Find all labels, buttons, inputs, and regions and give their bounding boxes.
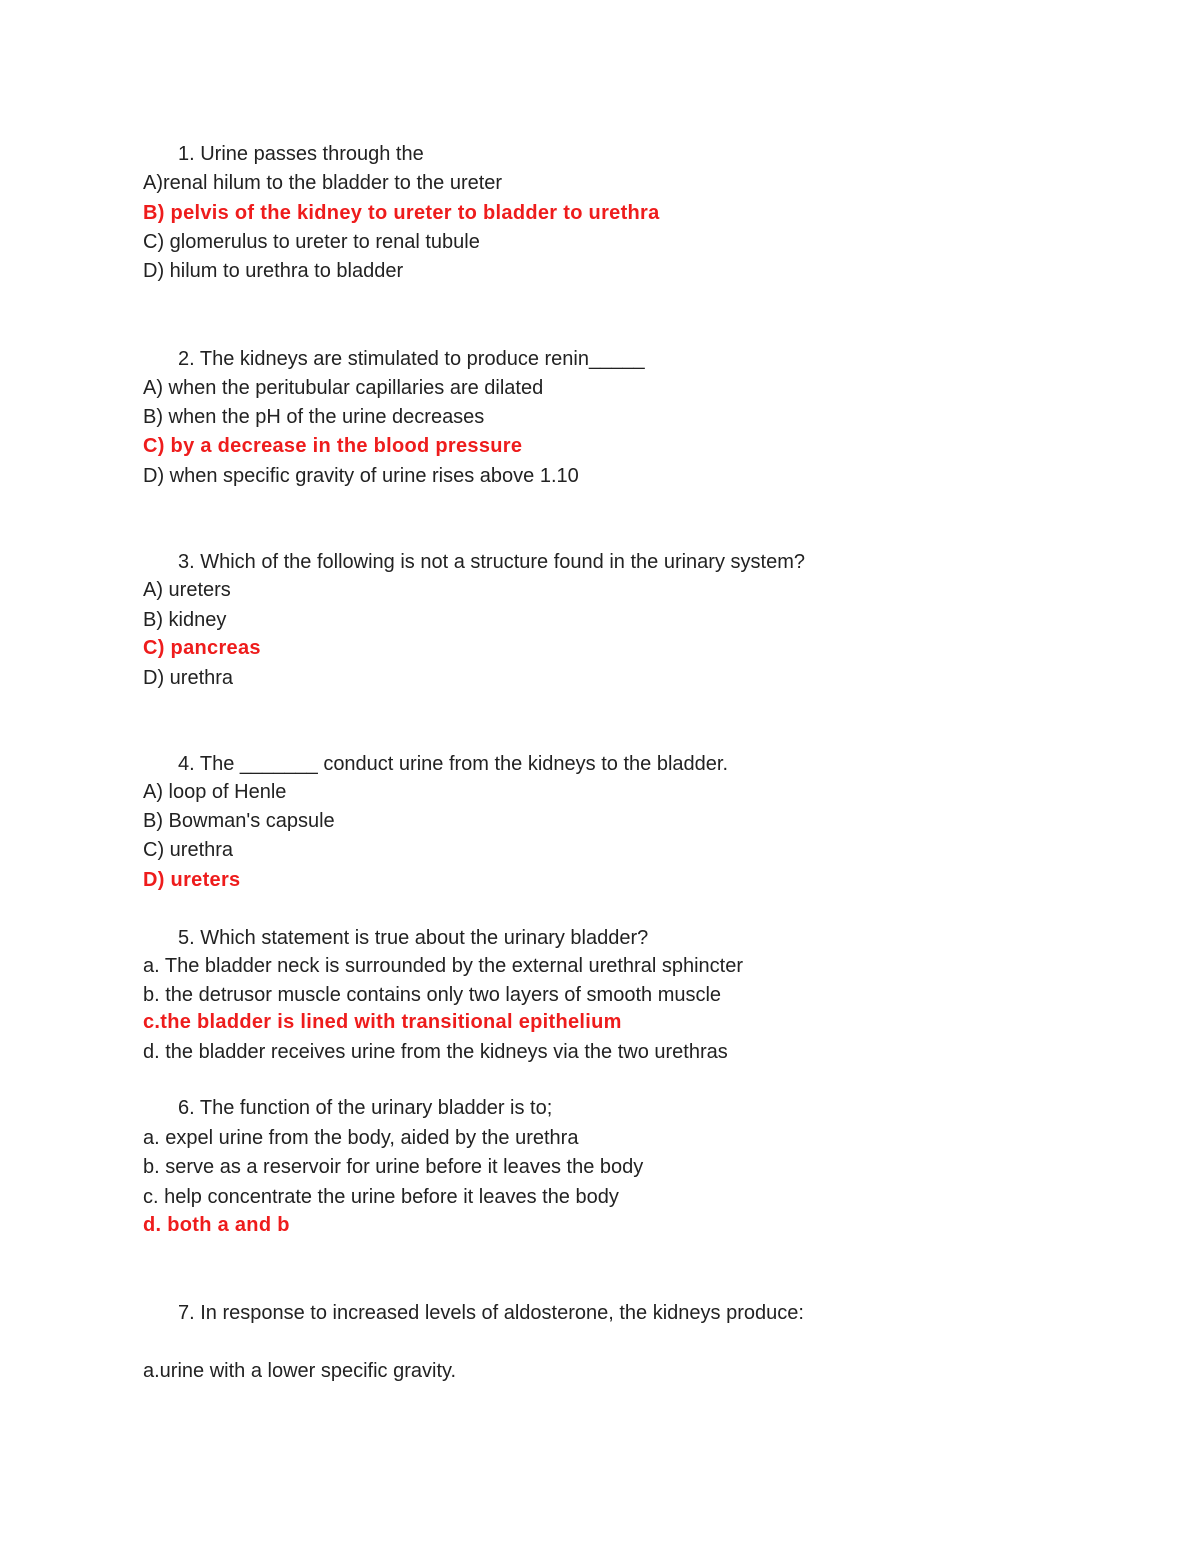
- question-3-option-c-correct: C) pancreas: [143, 637, 261, 659]
- question-1-option-b-correct: B) pelvis of the kidney to ureter to bladder to urethra: [143, 202, 660, 224]
- question-6-option-c: c. help concentrate the urine before it leaves the body: [143, 1186, 619, 1208]
- question-2-option-c-correct: C) by a decrease in the blood pressure: [143, 435, 523, 457]
- question-2-option-a: A) when the peritubular capillaries are dilated: [143, 377, 544, 399]
- question-4-text: 4. The _______ conduct urine from the kidneys to the bladder.: [178, 753, 728, 775]
- question-6-text: 6. The function of the urinary bladder is to;: [178, 1097, 553, 1119]
- question-1-option-d: D) hilum to urethra to bladder: [143, 260, 404, 282]
- question-5-option-a: a. The bladder neck is surrounded by the external urethral sphincter: [143, 955, 743, 977]
- question-5-text: 5. Which statement is true about the urinary bladder?: [178, 927, 649, 949]
- question-4-option-c: C) urethra: [143, 839, 234, 861]
- question-1-option-c: C) glomerulus to ureter to renal tubule: [143, 231, 480, 253]
- question-3-option-d: D) urethra: [143, 667, 234, 689]
- question-5-option-c-correct: c.the bladder is lined with transitional epithelium: [143, 1011, 622, 1033]
- question-6-option-b: b. serve as a reservoir for urine before it leaves the body: [143, 1156, 644, 1178]
- question-2-option-b: B) when the pH of the urine decreases: [143, 406, 485, 428]
- question-3-option-a: A) ureters: [143, 579, 231, 601]
- question-3-text: 3. Which of the following is not a structure found in the urinary system?: [178, 551, 805, 573]
- question-6-option-a: a. expel urine from the body, aided by the urethra: [143, 1127, 579, 1149]
- question-6-option-d-correct: d. both a and b: [143, 1214, 290, 1236]
- question-5-option-b: b. the detrusor muscle contains only two layers of smooth muscle: [143, 984, 722, 1006]
- question-4-option-d-correct: D) ureters: [143, 869, 241, 891]
- question-1-option-a: A)renal hilum to the bladder to the ureter: [143, 172, 503, 194]
- question-7-option-a: a.urine with a lower specific gravity.: [143, 1360, 457, 1382]
- question-1-text: 1. Urine passes through the: [178, 143, 424, 165]
- question-3-option-b: B) kidney: [143, 609, 227, 631]
- question-2-text: 2. The kidneys are stimulated to produce renin_____: [178, 348, 645, 370]
- question-4-option-b: B) Bowman's capsule: [143, 810, 335, 832]
- question-7-text: 7. In response to increased levels of aldosterone, the kidneys produce:: [178, 1302, 804, 1324]
- question-2-option-d: D) when specific gravity of urine rises above 1.10: [143, 465, 579, 487]
- question-5-option-d: d. the bladder receives urine from the kidneys via the two urethras: [143, 1041, 728, 1063]
- question-4-option-a: A) loop of Henle: [143, 781, 287, 803]
